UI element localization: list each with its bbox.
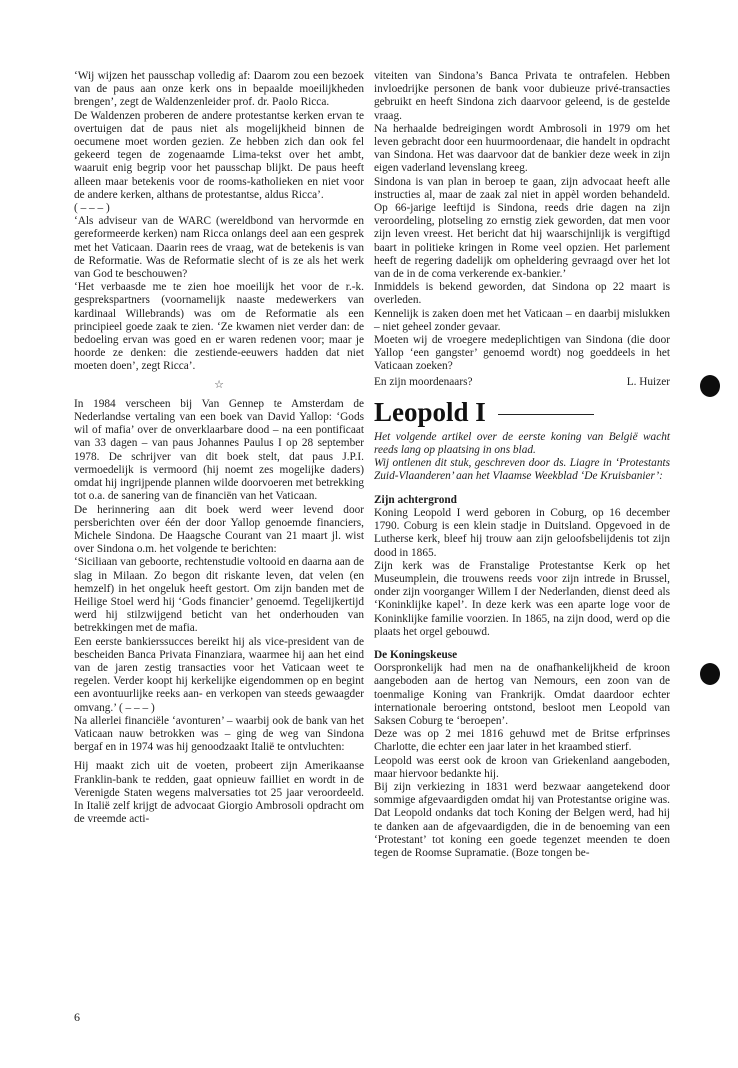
page-number: 6 bbox=[74, 1010, 80, 1024]
paragraph: Na allerlei financiële ‘avonturen’ – waarbij ook de bank van het Vaticaan nauw betrokken was – ging de weg van Sindona bergaf en in 1974 was hij genoodzaakt Italië te ontvluchten: bbox=[74, 714, 364, 754]
paragraph: Zijn kerk was de Franstalige Protestantse Kerk op het Museumplein, die trouwens reeds voor zijn intrede in Brussel, onder zijn voorganger Willem I der Nederlanden, dienst deed als ‘Koninklijke kapel’. In deze kerk was een aparte loge voor de Koninklijke familie voorzien. In 1865, na zijn dood, werd op die plaats het orgel gebouwd. bbox=[374, 559, 670, 638]
author-signature: L. Huizer bbox=[626, 375, 670, 388]
paragraph: ‘Siciliaan van geboorte, rechtenstudie voltooid en daarna aan de slag in Milaan. Zo begon dit riskante leven, dat velen (en hemzelf) in het ongeluk heeft gestort. Om zijn banden met de Heilige Stoel werd hij ‘Gods financier’ genoemd. Tegelijkertijd werd hij stilzwijgend beticht van het onderhouden van betrekkingen met de mafia. bbox=[74, 556, 364, 635]
star-divider-icon: ☆ bbox=[214, 378, 224, 391]
paragraph: ‘Het verbaasde me te zien hoe moeilijk het voor de r.-k. gesprekspartners (voornamelijk naaste medewerkers van kardinaal Willebrands) was om de Reformatie als een principieel goede zaak te zien. ‘Ze kwamen niet verder dan: de bedoeling ervan was goed en er waren redenen voor; maar je hoorde ze denken: die zestiende-eeuwers hadden dat niet moeten doen’, zegt Ricca’. bbox=[74, 281, 364, 373]
paragraph: Moeten wij de vroegere medeplichtigen van Sindona (die door Yallop ‘een gangster’ genoemd wordt) nog goeddeels in het Vaticaan zoeken? bbox=[374, 334, 670, 373]
article-intro: Het volgende artikel over de eerste koning van België wacht reeds lang op plaatsing in ons blad. bbox=[374, 430, 670, 457]
right-column bbox=[374, 70, 670, 860]
article-intro: Wij ontlenen dit stuk, geschreven door ds. Liagre in ‘Protestants Zuid-Vlaanderen’ aan het Vlaamse Weekblad ‘De Kruisbanier’: bbox=[374, 457, 670, 483]
paragraph: Sindona is van plan in beroep te gaan, zijn advocaat heeft alle instructies al, maar de zaak zal niet in appèl worden behandeld. Op 66-jarige leeftijd is Sindona, reeds drie dagen na zijn veroordeling, plotseling zo ernstig ziek geworden, dat men voor zijn leven vreest. Het bericht dat hij waarschijnlijk is vergiftigd baart in politieke kringen in Rome veel opzien. Het parlement heeft de regering dadelijk om opheldering gevraagd over het lot van de in de coma verkerende ex-bankier.’ bbox=[374, 175, 670, 281]
paragraph: ‘Wij wijzen het pausschap volledig af: Daarom zou een bezoek van de paus aan onze kerk ons in bepaalde moeilijkheden brengen’, zegt de Waldenzenleider prof. dr. Paolo Ricca. bbox=[74, 70, 364, 109]
paragraph: Kennelijk is zaken doen met het Vaticaan – en daarbij mislukken – niet geheel zonder gevaar. bbox=[374, 307, 670, 333]
paragraph: En zijn moordenaars? bbox=[374, 375, 473, 388]
paragraph: Koning Leopold I werd geboren in Coburg, op 16 december 1790. Coburg is een klein stadje in Duitsland. Opgevoed in de Lutherse kerk, bleef hij trouw aan zijn geloofsbelijdenis tot zijn dood in 1865. bbox=[374, 506, 670, 559]
paragraph: Deze was op 2 mei 1816 gehuwd met de Britse erfprinses Charlotte, die echter een jaar later in het kraambed stierf. bbox=[374, 728, 670, 754]
section-heading: De Koningskeuse bbox=[374, 648, 458, 661]
paragraph: Oorspronkelijk had men na de onafhankelijkheid de kroon aangeboden aan de hertog van Nemours, een zoon van de toenmalige Koning van Frankrijk. Omdat daardoor echter internationale beroering ontstond, besloot men Leopold van Saksen Coburg te ‘beroepen’. bbox=[374, 662, 670, 727]
ellipsis-marker: ( – – – ) bbox=[74, 202, 110, 215]
paragraph: Bij zijn verkiezing in 1831 werd bezwaar aangetekend door sommige afgevaardigden omdat hij van Protestantse origine was. Dat Leopold ondanks dat toch Koning der Belgen werd, had hij te danken aan de afgevaardigden, die in de benoeming van een ‘Protestant’ tot koning een goede tegenzet meenden te doen tegen de Roomse Supramatie. (Boze tongen be- bbox=[374, 780, 670, 859]
left-column bbox=[74, 70, 364, 826]
punch-hole-icon bbox=[700, 663, 720, 685]
paragraph: Inmiddels is bekend geworden, dat Sindona op 22 maart is overleden. bbox=[374, 281, 670, 307]
article-title: Leopold I bbox=[374, 396, 486, 427]
paragraph: ‘Als adviseur van de WARC (wereldbond van hervormde en gereformeerde kerken) nam Ricca onlangs deel aan een gesprek met het Vaticaan. Daarin rees de vraag, wat de betekenis is van de Reformatie. Was de Reformatie slecht of is ze als het werk van God te beschouwen? bbox=[74, 215, 364, 281]
paragraph: De herinnering aan dit boek werd weer levend door persberichten over één der door Yallop genoemde financiers, Michele Sindona. De Haagsche Courant van 21 maart jl. wist over Sindona o.m. het volgende te berichten: bbox=[74, 503, 364, 556]
paragraph: In 1984 verscheen bij Van Gennep te Amsterdam de Nederlandse vertaling van een boek van David Yallop: ‘Gods wil of mafia’ over de onverklaarbare dood – na een pontificaat van 33 dagen – van paus Johannes Paulus I op 28 september 1978. De schrijver van dit boek stelt, dat paus J.P.I. vermoedelijk is vermoord (hij noemt zes mogelijke daders) omdat hij ingrijpende plannen wilde doorvoeren met betrekking tot o.a. de sanering van de financiën van het Vaticaan. bbox=[74, 397, 364, 503]
article-header bbox=[374, 397, 670, 427]
closing-row bbox=[374, 376, 670, 389]
section-heading: Zijn achtergrond bbox=[374, 493, 457, 506]
paragraph: viteiten van Sindona’s Banca Privata te ontrafelen. Hebben invloedrijke personen de bank voor dubieuze privé-transacties gebruikt en heeft Sindona zich daarvoor geleend, is de gestelde vraag. bbox=[374, 70, 670, 122]
paragraph: Hij maakt zich uit de voeten, probeert zijn Amerikaanse Franklin-bank te redden, gaat opnieuw failliet en wordt in de Verenigde Staten wegens malversaties tot 25 jaar veroordeeld. In Italië zelf krijgt de advocaat Giorgio Ambrosoli opdracht om de vreemde acti- bbox=[74, 760, 364, 826]
paragraph: De Waldenzen proberen de andere protestantse kerken ervan te overtuigen dat de paus niet als mogelijkheid binnen de oecumene moet worden gezien. Ze hebben zich dan ook fel gekeerd tegen de zogenaamde Lima-tekst over het ambt, waaruit enig begrip voor het pausschap blijkt. De paus heeft alleen maar betekenis voor de rooms-katholieken en niet voor de andere kerken, althans de protestantse, aldus Ricca’. bbox=[74, 109, 364, 201]
title-rule bbox=[498, 414, 594, 415]
paragraph: Na herhaalde bedreigingen wordt Ambrosoli in 1979 om het leven gebracht door een huurmoordenaar, die handelt in opdracht van Sindona. Het was daarvoor dat de bankier deze week in zijn eigen vaderland levenslang kreeg. bbox=[374, 122, 670, 175]
punch-hole-icon bbox=[700, 375, 720, 397]
paragraph: Een eerste bankierssucces bereikt hij als vice-president van de bescheiden Banca Privata Finanziara, waarmee hij aan het eind van de jaren zestig transacties voor het Vaticaan weet te regelen. Verder koopt hij kerkelijke eigendommen op en begint een avontuurlijke reeks aan- en verkopen van steeds gewaagder omvang.’ ( – – – ) bbox=[74, 635, 364, 714]
paragraph: Leopold was eerst ook de kroon van Griekenland aangeboden, maar hiervoor bedankte hij. bbox=[374, 754, 670, 780]
